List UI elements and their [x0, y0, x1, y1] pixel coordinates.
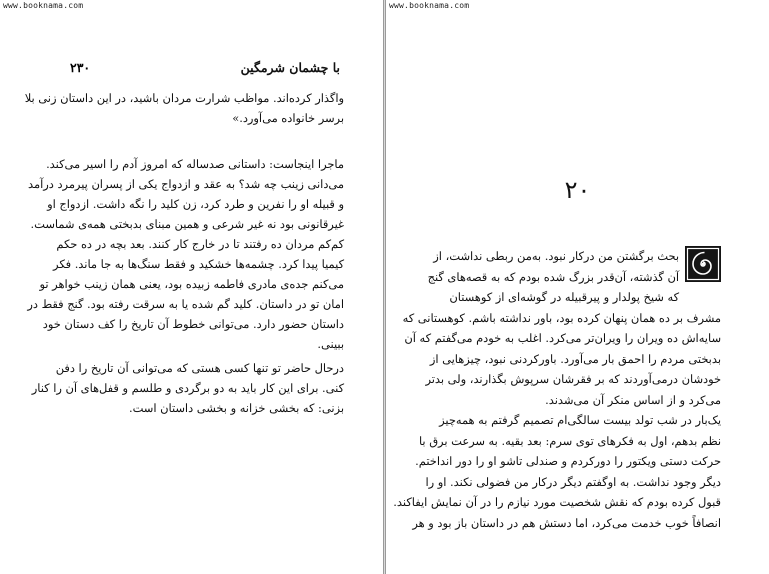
text-line: می‌کنم جده‌ی مادری فاطمه زبیده بود، یعنی همان زینب خواهر تو: [39, 277, 344, 291]
text-line: انصافاً خوب خدمت می‌کرد، اما دستش هم در داستان باز بود و هر: [412, 515, 721, 530]
paragraph: [27, 154, 344, 354]
text-line: نظم بدهم، اول به فکرهای توی سرم: بعد بقیه. به سرعت برق با: [418, 433, 721, 448]
text-line: و قبیله او را نفرین و طرد کرد، زن کلید را نگه داشت. ازدواج او: [47, 197, 344, 211]
left-page: [0, 0, 384, 574]
chapter-number: ۲۰: [564, 176, 591, 204]
text-line: مشرف بر ده همان پنهان کرده بود، باور نداشته باشم. کوهستانی که: [402, 310, 721, 325]
text-line: برسر خانواده می‌آورد.»: [232, 111, 344, 125]
text-line: درحال حاضر تو تنها کسی هستی که می‌توانی آن تاریخ را دفن: [55, 361, 344, 375]
text-line: می‌کرد و از اساس منکر آن می‌شدند.: [545, 392, 721, 407]
paragraph: [393, 410, 721, 533]
text-line: قبول کرده بودم که نقش شخصیت مورد نیازم را در آن نمایش ایفاکند.: [393, 495, 721, 509]
running-title: با چشمان شرمگین: [240, 60, 340, 75]
text-line: کم‌کم مردان ده رفتند تا در خارج کار کنند. بعد بچه در ده حکم: [56, 237, 344, 251]
text-line: واگذار کرده‌اند. مواظب شرارت مردان باشید، در این داستان زنی بلا: [24, 91, 344, 105]
text-line: داستان حضور دارد. می‌توانی خطوط آن تاریخ را کف دستان خود: [42, 317, 344, 331]
text-line: می‌دانی زینب چه شد؟ به عقد و ازدواج یکی از پسران پیرمرد درآمد: [28, 177, 344, 191]
text-line: که شیخ پولدار و پیرقبیله در گوشه‌ای از کوهستان: [449, 290, 679, 304]
watermark: www.booknama.com: [389, 1, 470, 10]
page-number: ۲۳۰: [70, 60, 91, 75]
paragraph: [31, 358, 344, 418]
paragraph-continued: [402, 308, 721, 411]
right-page: [385, 0, 769, 574]
text-line: حرکت دستی ویکتور را دورکردم و صندلی تاشو او را دور انداختم.: [415, 454, 721, 468]
watermark: www.booknama.com: [3, 1, 84, 10]
text-line: کیمیا پیدا کرد. چشمه‌ها خشکید و فقط سنگ‌ها به جا ماند. فکر: [53, 257, 344, 271]
text-line: سایه‌اش ده ویران را ویران‌تر می‌کرد. اغلب به خودم می‌گفتم که آن: [404, 331, 721, 345]
text-line: ببینی.: [317, 337, 344, 351]
paragraph: [24, 88, 344, 128]
running-header: [70, 60, 340, 75]
ornament-icon: [685, 246, 721, 282]
text-line: کنی. برای این کار باید به دو برگردی و طلسم و قفل‌های آن را کنار: [31, 381, 344, 395]
text-line: یک‌بار در شب تولد بیست سالگی‌ام تصمیم گرفتم به همه‌چیز: [439, 413, 721, 427]
text-line: غیرقانونی بود نه غیر شرعی و همین مبنای بدبختی همه‌ی شماست.: [30, 217, 344, 231]
text-line: آن گذشته، آن‌قدر بزرگ شده بودم که به قصه‌های گنج: [427, 269, 679, 284]
text-line: بحث برگشتن من درکار نبود. به‌من ربطی نداشت، از: [433, 249, 679, 263]
text-line: ماجرا اینجاست: داستانی صدساله که امروز آدم را اسیر می‌کند.: [46, 157, 344, 171]
text-line: دیگر وجود نداشت. به اوگفتم دیگر درکار من فضولی نکند. او را: [425, 474, 721, 489]
text-line: خودشان درمی‌آوردند که بر فقرشان سرپوش بگذارند، ولی بدتر: [425, 372, 721, 386]
text-line: بدبختی مردم را احمق بار می‌آورد. باورکردنی نبود، چیزهایی از: [429, 351, 721, 366]
text-line: امان تو در داستان. کلید گم شده یا به سرقت رفته بود. گنج فقط در: [27, 297, 344, 311]
text-line: بزنی: که بخشی خزانه و بخشی داستان است.: [128, 401, 344, 415]
paragraph: [427, 246, 679, 308]
